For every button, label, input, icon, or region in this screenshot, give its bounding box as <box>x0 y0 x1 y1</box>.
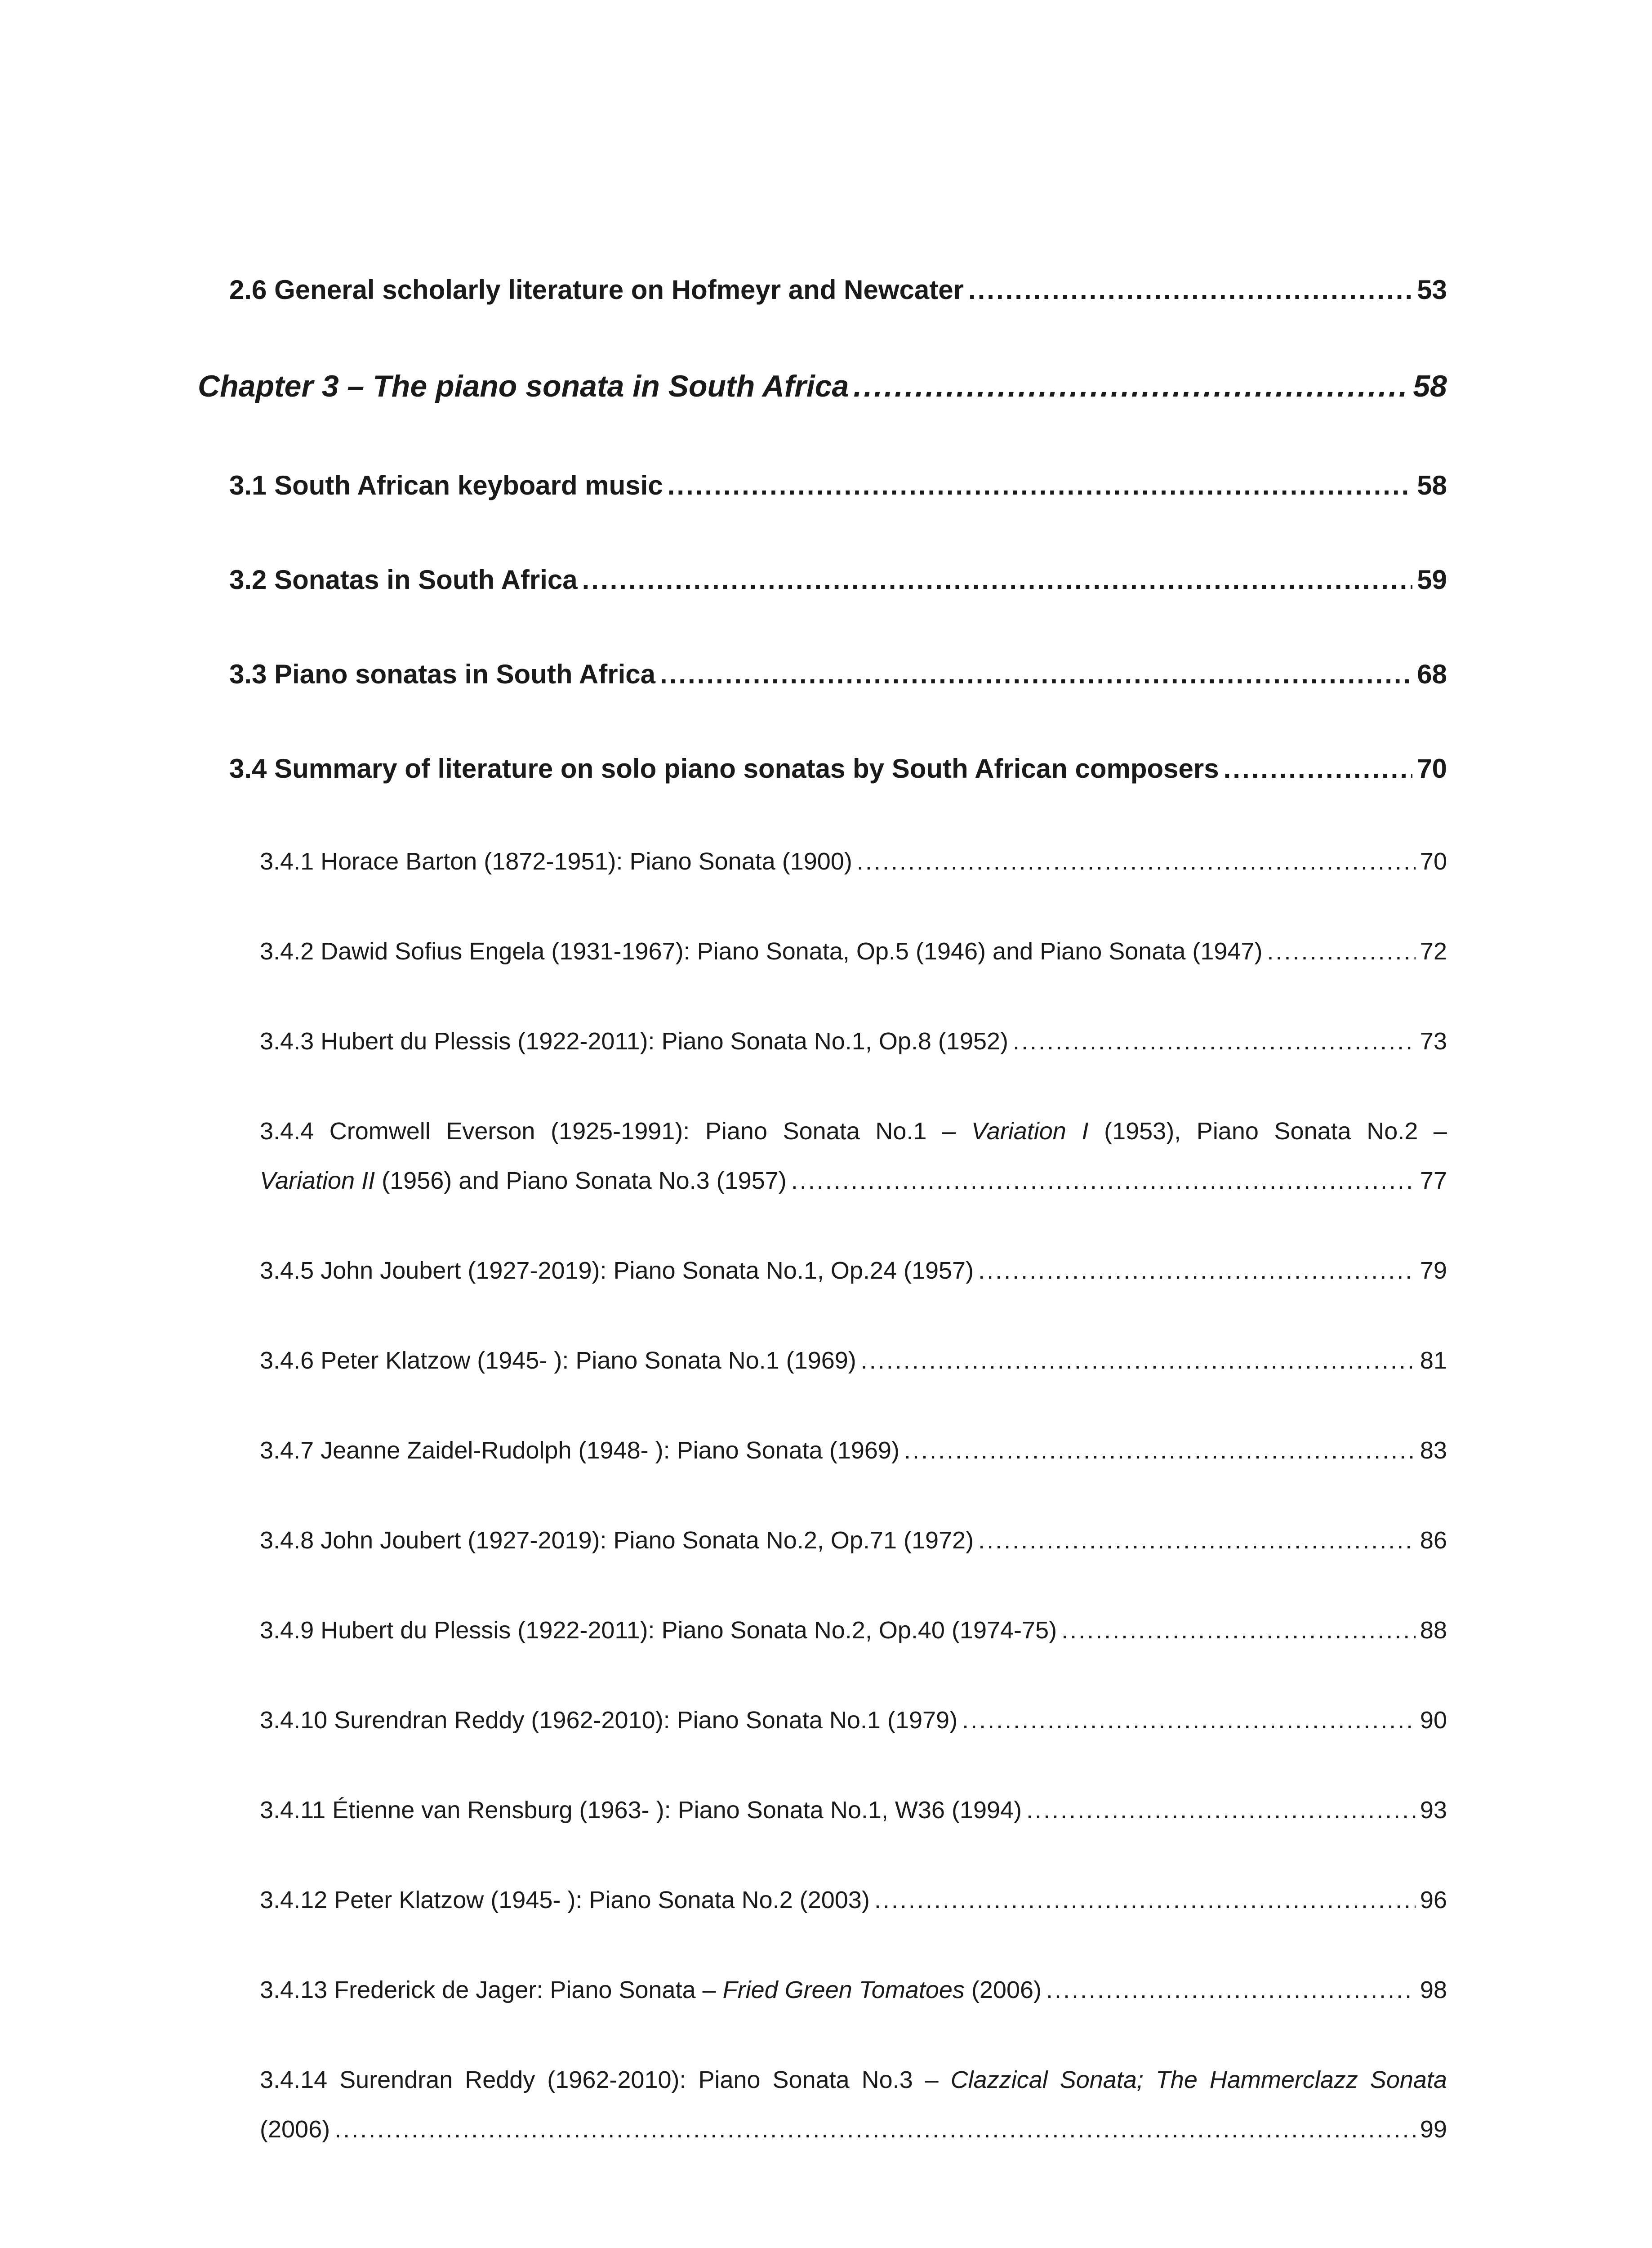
toc-entry-page: 98 <box>1420 1976 1447 2003</box>
toc-leader-dots <box>962 1706 1416 1734</box>
toc-leader-dots <box>874 1886 1416 1914</box>
toc-entry-title: 3.2 Sonatas in South Africa <box>229 565 578 595</box>
toc-subentry[interactable] <box>260 1347 1447 1374</box>
toc-leader-dots <box>978 1526 1416 1554</box>
toc-leader-dots <box>660 659 1412 690</box>
toc-entry-title: 3.1 South African keyboard music <box>229 470 663 500</box>
toc-leader-dots <box>968 274 1412 305</box>
toc-entry-page: 70 <box>1417 754 1447 784</box>
toc-entry[interactable] <box>229 564 1447 595</box>
toc-entry[interactable] <box>229 659 1447 690</box>
toc-entry-page: 73 <box>1420 1028 1447 1055</box>
toc-entry-title: 3.4.2 Dawid Sofius Engela (1931-1967): Piano Sonata, Op.5 (1946) and Piano Sonata (1947) <box>260 938 1263 965</box>
toc-subentry[interactable] <box>260 1027 1447 1055</box>
toc-subentry[interactable] <box>260 1796 1447 1824</box>
toc-entry-title: 3.4.7 Jeanne Zaidel-Rudolph (1948- ): Piano Sonata (1969) <box>260 1437 899 1464</box>
toc-entry-page: 90 <box>1420 1707 1447 1734</box>
toc-leader-dots <box>1026 1796 1416 1824</box>
toc-leader-dots <box>1013 1027 1416 1055</box>
toc-entry-title <box>260 1976 1042 2004</box>
toc-subentry[interactable] <box>260 1257 1447 1285</box>
toc-subentry[interactable] <box>260 847 1447 875</box>
toc-entry-page: 81 <box>1420 1347 1447 1374</box>
toc-entry-title-italic: Variation I <box>971 1118 1089 1145</box>
toc-entry[interactable] <box>229 274 1447 305</box>
toc-entry[interactable] <box>229 753 1447 784</box>
toc-entry-title-part: 3.4.13 Frederick de Jager: Piano Sonata – <box>260 1976 723 2003</box>
toc-entry-page: 99 <box>1420 2116 1447 2143</box>
toc-leader-dots <box>1061 1616 1416 1644</box>
toc-entry-title: 3.3 Piano sonatas in South Africa <box>229 659 655 689</box>
toc-leader-dots <box>1046 1976 1416 2004</box>
toc-entry-title: 3.4.3 Hubert du Plessis (1922-2011): Piano Sonata No.1, Op.8 (1952) <box>260 1028 1009 1055</box>
toc-entry-page: 77 <box>1420 1167 1447 1194</box>
toc-entry-page: 86 <box>1420 1527 1447 1554</box>
toc-subentry[interactable] <box>260 1886 1447 1914</box>
toc-entry-page: 96 <box>1420 1887 1447 1913</box>
toc-leader-dots <box>791 1167 1416 1195</box>
toc-entry-title-italic: Variation II <box>260 1167 375 1194</box>
toc-entry-title: 3.4.11 Étienne van Rensburg (1963- ): Piano Sonata No.1, W36 (1994) <box>260 1797 1022 1824</box>
toc-entry-page: 93 <box>1420 1797 1447 1824</box>
toc-entry-title: 3.4.9 Hubert du Plessis (1922-2011): Piano Sonata No.2, Op.40 (1974-75) <box>260 1617 1057 1644</box>
toc-entry-page: 88 <box>1420 1617 1447 1644</box>
toc-leader-dots <box>668 470 1413 501</box>
toc-entry-title: 3.4.5 John Joubert (1927-2019): Piano Sonata No.1, Op.24 (1957) <box>260 1257 974 1284</box>
toc-entry-page: 79 <box>1420 1257 1447 1284</box>
toc-leader-dots <box>853 369 1408 404</box>
toc-entry-page: 58 <box>1417 470 1447 500</box>
toc-entry-title-part: 3.4.14 Surendran Reddy (1962-2010): Piano Sonata No.3 – <box>260 2066 951 2093</box>
toc-entry-page: 59 <box>1417 565 1447 595</box>
toc-entry-title-part: (1956) and Piano Sonata No.3 (1957) <box>375 1167 787 1194</box>
toc-leader-dots <box>1267 937 1416 965</box>
toc-leader-dots <box>904 1436 1416 1464</box>
toc-entry-page: 70 <box>1420 848 1447 875</box>
toc-subentry-line2[interactable] <box>260 1167 1447 1195</box>
toc-subentry[interactable] <box>260 1526 1447 1554</box>
toc-leader-dots <box>1224 753 1413 784</box>
toc-subentry-line2[interactable] <box>260 2115 1447 2143</box>
toc-entry-page: 58 <box>1413 369 1447 403</box>
toc-entry-title: 3.4 Summary of literature on solo piano sonatas by South African composers <box>229 754 1219 784</box>
toc-leader-dots <box>861 1347 1416 1374</box>
toc-subentry[interactable] <box>260 1706 1447 1734</box>
toc-entry-page: 68 <box>1417 659 1447 689</box>
toc-entry-title-part: 3.4.4 Cromwell Everson (1925-1991): Piano Sonata No.1 – <box>260 1118 971 1145</box>
toc-leader-dots <box>978 1257 1416 1285</box>
toc-chapter-entry[interactable] <box>198 369 1447 404</box>
toc-subentry[interactable] <box>260 1976 1447 2004</box>
toc-entry-title: Chapter 3 – The piano sonata in South Africa <box>198 369 849 403</box>
toc-leader-dots <box>334 2115 1416 2143</box>
toc-subentry-line1[interactable] <box>260 1117 1447 1145</box>
toc-entry-page: 53 <box>1417 275 1447 305</box>
toc-entry-title: 3.4.1 Horace Barton (1872-1951): Piano Sonata (1900) <box>260 848 852 875</box>
toc-entry-title-part: (1953), Piano Sonata No.2 – <box>1088 1118 1447 1145</box>
toc-entry-title: 3.4.6 Peter Klatzow (1945- ): Piano Sonata No.1 (1969) <box>260 1347 856 1374</box>
toc-entry-title-italic: Clazzical Sonata; The Hammerclazz Sonata <box>950 2066 1447 2093</box>
toc-entry-title-part: (2006) <box>964 1976 1042 2003</box>
toc-subentry-line1[interactable] <box>260 2066 1447 2094</box>
toc-entry-title-italic: Fried Green Tomatoes <box>722 1976 965 2003</box>
toc-subentry[interactable] <box>260 1616 1447 1644</box>
toc-leader-dots <box>857 847 1416 875</box>
toc-entry[interactable] <box>229 470 1447 501</box>
toc-subentry[interactable] <box>260 1436 1447 1464</box>
toc-entry-title: 3.4.10 Surendran Reddy (1962-2010): Piano Sonata No.1 (1979) <box>260 1707 958 1734</box>
toc-subentry[interactable] <box>260 937 1447 965</box>
toc-entry-title: 3.4.12 Peter Klatzow (1945- ): Piano Sonata No.2 (2003) <box>260 1887 870 1913</box>
toc-entry-page: 83 <box>1420 1437 1447 1464</box>
toc-entry-title: (2006) <box>260 2116 330 2143</box>
toc-entry-title: 2.6 General scholarly literature on Hofmeyr and Newcater <box>229 275 964 305</box>
toc-leader-dots <box>582 564 1413 595</box>
toc-entry-title <box>260 1167 787 1195</box>
toc-entry-page: 72 <box>1420 938 1447 965</box>
toc-entry-title: 3.4.8 John Joubert (1927-2019): Piano Sonata No.2, Op.71 (1972) <box>260 1527 974 1554</box>
